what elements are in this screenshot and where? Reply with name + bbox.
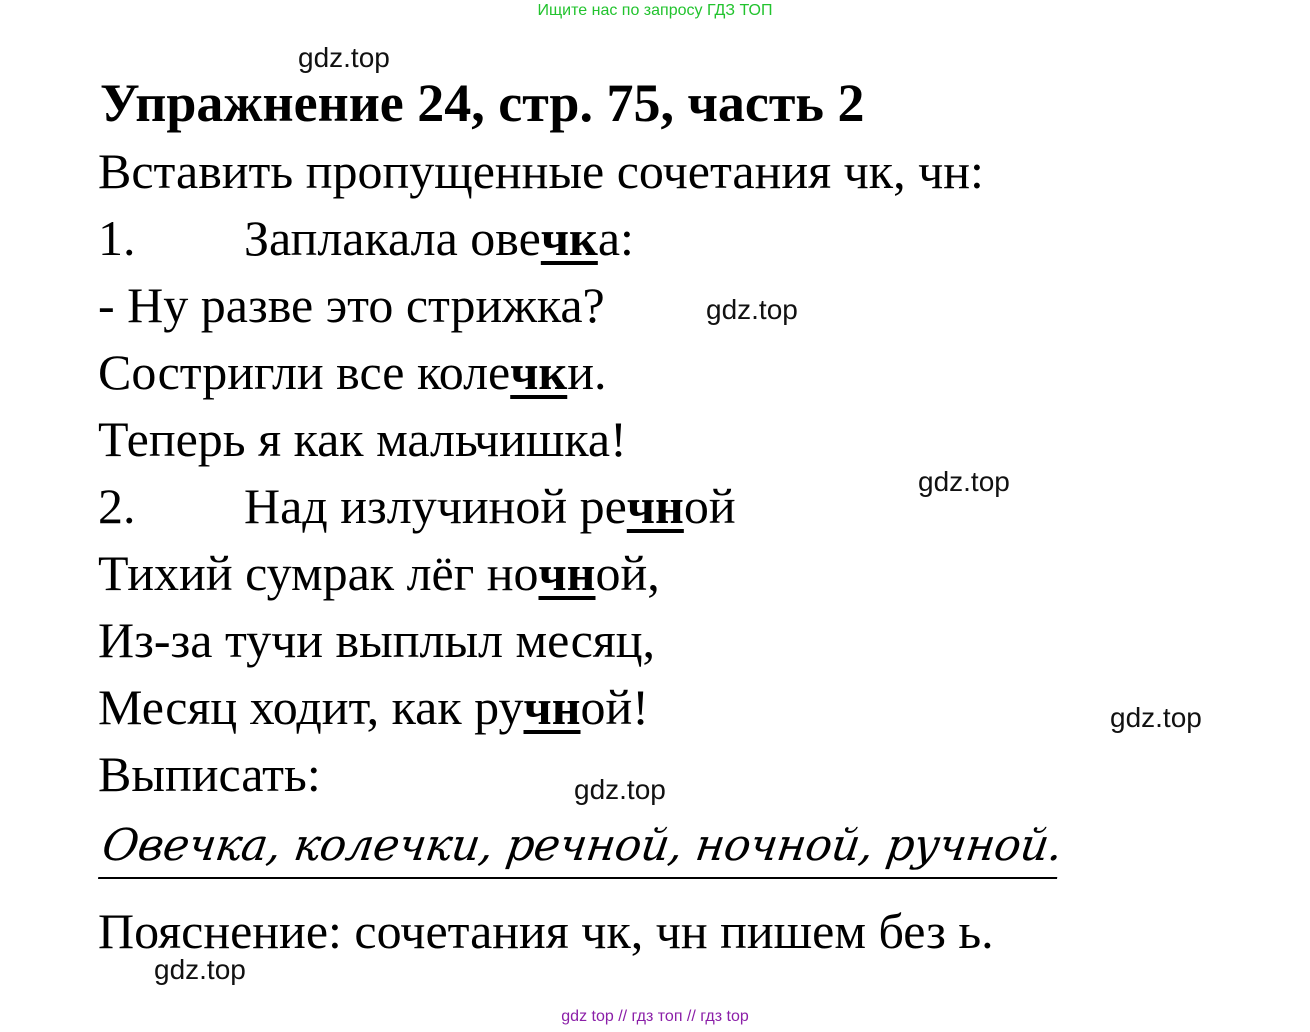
watermark: gdz.top	[574, 774, 666, 805]
inserted-letters: чк	[510, 344, 568, 400]
poem2-line3: Из-за тучи выплыл месяц,	[98, 612, 656, 668]
watermark: gdz.top	[298, 42, 390, 73]
poem1-line4: Теперь я как мальчишка!	[98, 411, 627, 467]
inserted-letters: чн	[523, 679, 581, 735]
text-fragment: ой	[683, 478, 736, 534]
poem2-number: 2.	[98, 478, 136, 534]
watermark: gdz.top	[918, 466, 1010, 497]
poem2-line2	[98, 544, 660, 602]
poem1-number: 1.	[98, 210, 136, 266]
exercise-title: Упражнение 24, стр. 75, часть 2	[100, 73, 865, 133]
text-fragment: Тихий сумрак лёг но	[98, 545, 539, 601]
watermark: gdz.top	[706, 294, 798, 325]
watermark: gdz.top	[154, 954, 246, 985]
explanation-text: Пояснение: сочетания чк, чн пишем без ь.	[98, 903, 994, 959]
text-fragment: Состригли все коле	[98, 344, 511, 400]
text-fragment: Месяц ходит, как ру	[98, 679, 524, 735]
task-text: Вставить пропущенные сочетания чк, чн:	[98, 143, 984, 199]
inserted-letters: чн	[538, 545, 596, 601]
text-fragment: Заплакала ове	[244, 210, 541, 266]
poem1-line3	[98, 343, 607, 401]
write-out-label: Выписать:	[98, 746, 321, 802]
poem1-line2: - Ну разве это стрижка?	[98, 277, 605, 333]
text-fragment: и.	[567, 344, 607, 400]
top-search-note: Ищите нас по запросу ГДЗ ТОП	[537, 2, 773, 19]
inserted-letters: чк	[540, 210, 598, 266]
text-fragment: а:	[597, 210, 634, 266]
text-fragment: ой!	[580, 679, 649, 735]
text-fragment: ой,	[595, 545, 660, 601]
inserted-letters: чн	[626, 478, 684, 534]
poem1-line1	[98, 209, 634, 267]
footer-text: gdz top // гдз топ // гдз top	[561, 1008, 749, 1025]
handwritten-answer: Овечка, колечки, речной, ночной, ручной.	[98, 820, 1065, 879]
poem2-line1	[98, 477, 736, 535]
poem2-line4	[98, 678, 649, 736]
text-fragment: Над излучиной ре	[244, 478, 627, 534]
watermark: gdz.top	[1110, 702, 1202, 733]
